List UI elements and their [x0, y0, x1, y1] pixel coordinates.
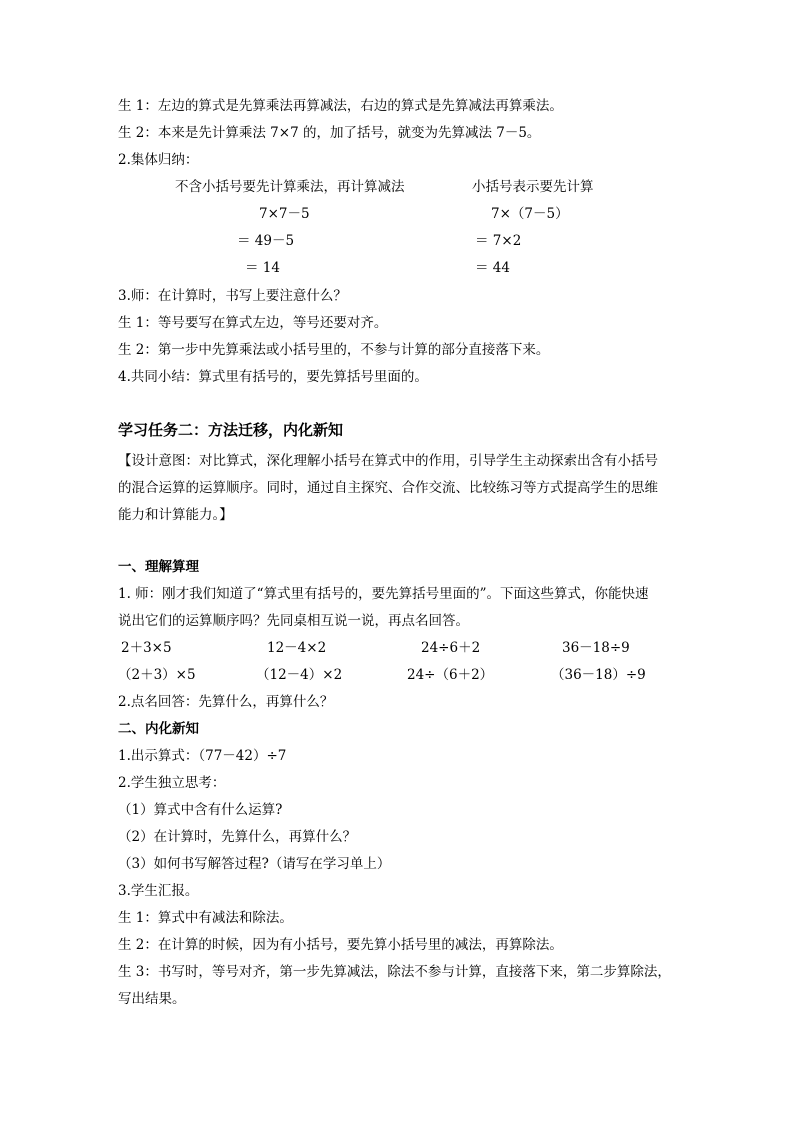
right-comparison-heading: 小括号表示要先计算 [472, 179, 594, 195]
expression-item: 24÷6＋2 [421, 640, 481, 656]
student1-answer-a: 生 1：左边的算式是先算乘法再算减法，右边的算式是先算减法再算乘法。 [118, 98, 563, 114]
design-intent-line2: 的混合运算的运算顺序。同时，通过自主探究、合作交流、比较练习等方式提高学生的思维 [118, 480, 658, 496]
new-step1: 1.出示算式：（77－42）÷7 [118, 748, 287, 764]
expression-item: 36－18÷9 [562, 640, 630, 656]
expression-item: （12－4）×2 [256, 667, 343, 683]
question1-line2: 说出它们的运算顺序吗？先同桌相互说一说，再点名回答。 [118, 613, 469, 629]
section1-heading: 一、理解算理 [118, 559, 199, 575]
right-expression-line3: ＝ 44 [475, 260, 510, 276]
new-step2-sub1: （1）算式中含有什么运算? [118, 802, 283, 818]
right-expression-line2: ＝ 7×2 [475, 233, 522, 249]
expression-item: （36－18）÷9 [551, 667, 646, 683]
expression-item: 2＋3×5 [121, 640, 172, 656]
expression-item: 24÷（6＋2） [407, 667, 494, 683]
new-step3: 3.学生汇报。 [118, 883, 199, 899]
report-student3-line2: 写出结果。 [118, 991, 186, 1007]
student1-answer-b: 生 1：等号要写在算式左边，等号还要对齐。 [118, 315, 388, 331]
step3-question: 3.师：在计算时，书写上要注意什么？ [118, 288, 347, 304]
design-intent-line1: 【设计意图：对比算式，深化理解小括号在算式中的作用，引导学生主动探索出含有小括号 [118, 453, 658, 469]
step4-conclusion: 4.共同小结：算式里有括号的，要先算括号里面的。 [118, 369, 428, 385]
step2-summary-label: 2.集体归纳： [118, 152, 199, 168]
new-step2-sub2: （2）在计算时，先算什么，再算什么？ [118, 829, 357, 845]
report-student2: 生 2：在计算的时候，因为有小括号，要先算小括号里的减法，再算除法。 [118, 937, 563, 953]
expression-item: （2＋3）×5 [118, 667, 196, 683]
expression-item: 12－4×2 [267, 640, 327, 656]
design-intent-line3: 能力和计算能力。】 [118, 507, 233, 523]
left-expression-line1: 7×7－5 [259, 206, 310, 222]
section2-heading: 二、内化新知 [118, 721, 199, 737]
left-comparison-heading: 不含小括号要先计算乘法，再计算减法 [175, 179, 405, 195]
student2-answer-a: 生 2：本来是先计算乘法 7×7 的，加了括号，就变为先算减法 7－5。 [118, 125, 541, 141]
left-expression-line3: ＝ 14 [245, 260, 280, 276]
new-step2-sub3: （3）如何书写解答过程?（请写在学习单上） [118, 856, 391, 872]
new-step2: 2.学生独立思考： [118, 775, 226, 791]
report-student3-line1: 生 3：书写时，等号对齐，第一步先算减法，除法不参与计算，直接落下来，第二步算除法， [118, 964, 671, 980]
left-expression-line2: ＝ 49－5 [237, 233, 295, 249]
report-student1: 生 1：算式中有减法和除法。 [118, 910, 293, 926]
question2-line: 2.点名回答：先算什么，再算什么？ [118, 694, 334, 710]
question1-line1: 1. 师：刚才我们知道了“算式里有括号的，要先算括号里面的”。下面这些算式，你能快速 [118, 586, 649, 602]
student2-answer-b: 生 2：第一步中先算乘法或小括号里的，不参与计算的部分直接落下来。 [118, 342, 550, 358]
right-expression-line1: 7×（7－5） [491, 206, 569, 222]
task2-heading: 学习任务二：方法迁移，内化新知 [118, 421, 344, 439]
